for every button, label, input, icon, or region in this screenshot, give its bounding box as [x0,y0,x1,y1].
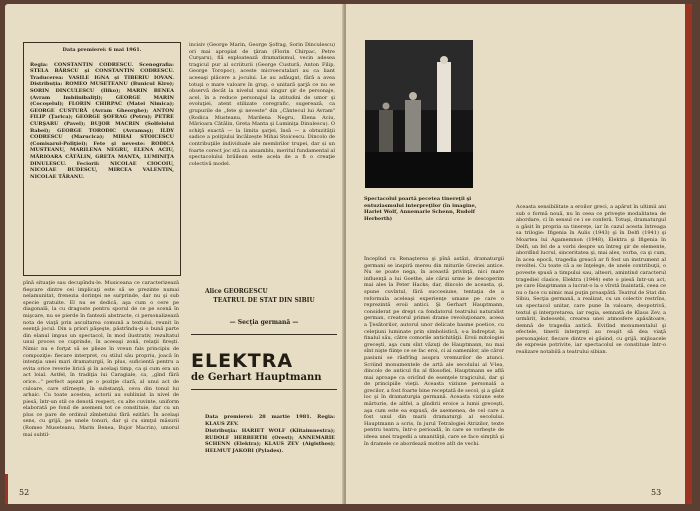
credits-text: Regia: CONSTANTIN CODRESCU. Scenografia: STELA BĂRSCU și CONSTANTIN CODRESCU. Traducerea: VASILE IGNA și TIBERIU IOVAN. Distribuția: ROMEO MUSETEANU (Bunicul Kiro); SORIN DINCULESCU (Iliko); MARIN BENEA (Avram Imbiinibaliţi); GEORGE MARIN (Cocoşelul); FLORIN CHIRPAC (Matei Nimica); GEORGE CUSTURĂ (Avram Gheorghe); ANTON FILIP (Ţarica); GEORGE ŞOFRAG (Petru); PETRE CURŞARU (Pavel); BUJOR MACRIN (Solfelolui Babei); GEORGE TORODIC (Avramaş); ILDY CODRESCU (Marucica); MIHAI STOICESCU (Comisarul-Poliţiei); Fete şi neveste: RODICA MUSTEANU, MARILENA NEGRU, ELENA ACIU, MĂRIOARA CĂTĂLIN, GRETA MANTA, LUMINIŢA DINULESCU. Feciorii: NICOLAE CIOCOIU, NICOLAE BUDESCU, MIRCEA VALENTIN, NICOLAE TĂRANU. [30,61,174,180]
review-column-1: pînă situaţie sau decupîndu-le. Musiceana ce caracterizează fieşcare dintre cei implicaţi este să se prezinte numai nelamunitat, frenezia dorinţei ne surprinde, dar nu şi sub specie gratuite. El nu se dedică, aşa cum o cere pe diagonală, la cu dragoste pentru sporul de ce pe scenă în mişcare, nu se pierde în fantezii abstracte, ci personalizează nota de viaţă prin ascultarea comună a textului, reunit în esenţă jocul. Din a priori păşeşte, păstrîndu-şi o bună parte din elanul impus un spectacol, în mod ilustrativ, rezultatul unui proces ce cuprinde, în aceeaşi zonă, relaţii fireşti. Nimic nu e forţat să se plieze în vreun fals principiu de compoziţie: fiecare interpret, cu stilul său propriu, joacă în intenţia unei mari dramaturgii, în plus, suficientă pentru a evita orice reverie lirică şi în acelaşi timp, ca şi cum era un act loial. Astfel, în tradiţia lui Caragiale, ca, „gînd fără orice..." perfect aşezat pe o poziţie clară, al unui act de culoare, care stîrneşte, în substanţă, ceva din tonul lui arhaic. Cu toate acestea, actorii au subliniat la nivel de piesă, într-un stil ce denotă respect, cu alte cuvinte, uniform elaborată pe fond de asemeni tot ce constituie, dar cu un plus ce pare de ordinul zîmbetului fără ezitări. În acelaşi sens, cu grijă, pe unele tonuri, dar şi cu simţul măsurii (Romeo Museteanu, Marin Benea, Bujor Macrin), umorul mai subtil- [23,280,179,438]
premiere-date-2: Data premierei: 28 martie 1981. Regia: KLAUS ZEV. [205,414,335,427]
article-column-b: Aceasta sensibilitate a eroilor greci, a apărut în ultimii ani sub o formă nouă, nu în ceea ce priveşte modalitatea de abordare, ci în sensul ce i se conferă. Totuşi, dramaturgul a găsit în propria sa tinereţe, iar în cazul acesta întreaga sa trilogie: Ifigenia în Aulis (1943) şi în Delfi (1941) şi Moartea lui Agamemnon (1948), Elektra şi Ifigenia în Delfi, un fel de a vorbi despre un întreg şir de elemente, abordînd lucrul, sinceritatea şi, mai ales, vorba, ca şi cum, în acea epocă, tragedia greacă ar fi fost un instrument al revoltei. Cu toate că a se înţelege, de unele contribuţii, o poveste spusă a timpului sau, alteori, amintind caracterul tragediei clasice, Elektra (1944) este o piesă într-un act, pe care Hauptmann a lucrat-o la o vîrstă înaintată, ceea ce nu o face cu nimic mai puţin proaspătă. Teatrul de Stat din Sibiu, Secţia germană, a realizat, cu un colectiv restrîns, un spectacol unitar, care pune în valoare, deopotrivă, textul şi interpretarea, iar regia, semnată de Klaus Zev, a urmărit, îndeosebi, crearea unei atmosfere apăsătoare, demnă de tragedia antică. Evitînd monumentalul şi efectele, tinerii interpreţi au reuşit să dea viaţă personajelor, fiecare dintre ei găsind, cu grijă, mijloacele de expresie potrivite, iar spectacolul se constituie într-o realizare notabilă a teatrului sibian. [516,204,666,356]
article-column-a: Începînd cu Renaşterea şi pînă astăzi, dramaturgii germani se inspiră mereu din miturile Greciei antice. Nu se poate nega, în această privinţă, nici mare influenţă a lui Goethe, ale cărui urme le descoperim mai ales la Peter Hacks; dar, dincolo de aceasta, şi, spune cuvîntul, fără succesiune, tentaţia de a reformula aceleaşi experienţe umane pe care o reprezintă eroii antici. Şi Gerhart Hauptmann, considerat pe drept ca fondatorul teatrului naturalist german, creatorul primei drame revoluţionare, aceea a Ţesătorilor, autorul unor delicate basme poetice, cu celeţiuni luminate prin simbolistică, s-a îndreptat, la finalul său, către comorile antichităţii. Eroii mitologiei greceşti, aşa cum sînt văzuţi de Hauptmann, nu mai sînt nişte fiinţe ce se fac eroi, ci ai oamenilor, ale căror pasiuni se răsfrîng asupra vremurilor de atunci. Scriind monumentele de artă ale secolului al V-lea, dincolo de anticul fiu al filosofiei, Hauptmann se află mai aproape ca oricînd de esenţele tragicului, dar şi de principiile vieţii. Aceasta viziune personală a grecilor, a fost foarte bine receptată de secol, şi a găsit loc şi în dramaturgia germană. Aceasta viziune este mărturie, de altfel, a gîndirii eroice a lumii greceşti, aşa cum este ea expusă, de asemenea, de cel care a fost unul din marii dramaturgi al secolului. Hauptmann a scris, în jurul Tetralogiei Atrizilor, texte pentru teatru, într-o perioadă, în care se vorbeşte de ideea unei tragedii a umanităţii, care se face simţită şi în dramele ce abordează motive atît de vechi. [364,256,504,447]
cast-list: Distribuţia: HARIET WOLF (Klitaimnestra); RUDOLF HERBERTH (Orest); ANNEMARIE SCHENN (Elektra); KLAUS ZEV (Aigisthos); HELMUT JAKOBI (Pylades). [205,428,335,454]
page-number: 53 [651,488,662,497]
divider [191,334,337,335]
play-author: de Gerhart Hauptmann [191,372,322,383]
left-page [5,4,344,504]
divider [191,389,337,390]
photo-caption: Spectacolul poartă pecetea tinereţii şi entuziasmului interpreţilor (în imagine, Hariet Wolf, Annemarie Schenn, Rudolf Herberth) [364,196,477,222]
review-column-2: incisiv (George Marin, George Şofrag, Sorin Dinculescu) ori mai apropiat de ţăran (Florin Chirpac, Petre Curşaru), fiă exploatează dramatismul, vecin adesea tragicul pur al scriiturii (George Custură, Anton Filip, George Toropoc), aceste microecutalari au ca liant aceeaşi plăcere a jocului. Le au adăugat, fără a avea totuşi o mare valoare în grup, o unitară şarjă ce nu se observă decât la nivelul unui singur şir de personaje, acel, în a reduce personajul la atitudini de umor şi evoluţiei, atent stilizate coregrafic, sugerează, ca grupurile de „fete şi neveste" din „Cântecul lui Avram" (Rodica Musteanu, Marilena Negru, Elena Aciu, Mărioara Cătălin, Greta Manta şi Luminiţa Dinulescu). O schiţă exactă — la limita şarjei, însă — a obtuzităţii sadice a poliţiului încălzește Mihai Stoicescu. Dincolo de contribuţiile individuale ale membrilor trupei, dar și un foarte corect joc stă ca ansamblu, meritul fundamental al spectacolului brăilean este acela de a fi o creaţie colectivă model. [189,42,335,167]
play-title: ELEKTRA [191,350,294,372]
premiere-date: Data premierei: 6 mai 1961. [62,47,142,53]
author-signature: Alice GEORGESCU [205,288,268,295]
page-edge-stripe [685,4,692,504]
section-heading: — Secţia germană — [229,319,299,326]
credits-box [23,42,181,276]
theatre-heading: TEATRUL DE STAT DIN SIBIU [213,297,315,304]
stage-photo [365,40,473,188]
page-number: 52 [19,488,30,497]
page-edge-stripe [5,474,8,504]
